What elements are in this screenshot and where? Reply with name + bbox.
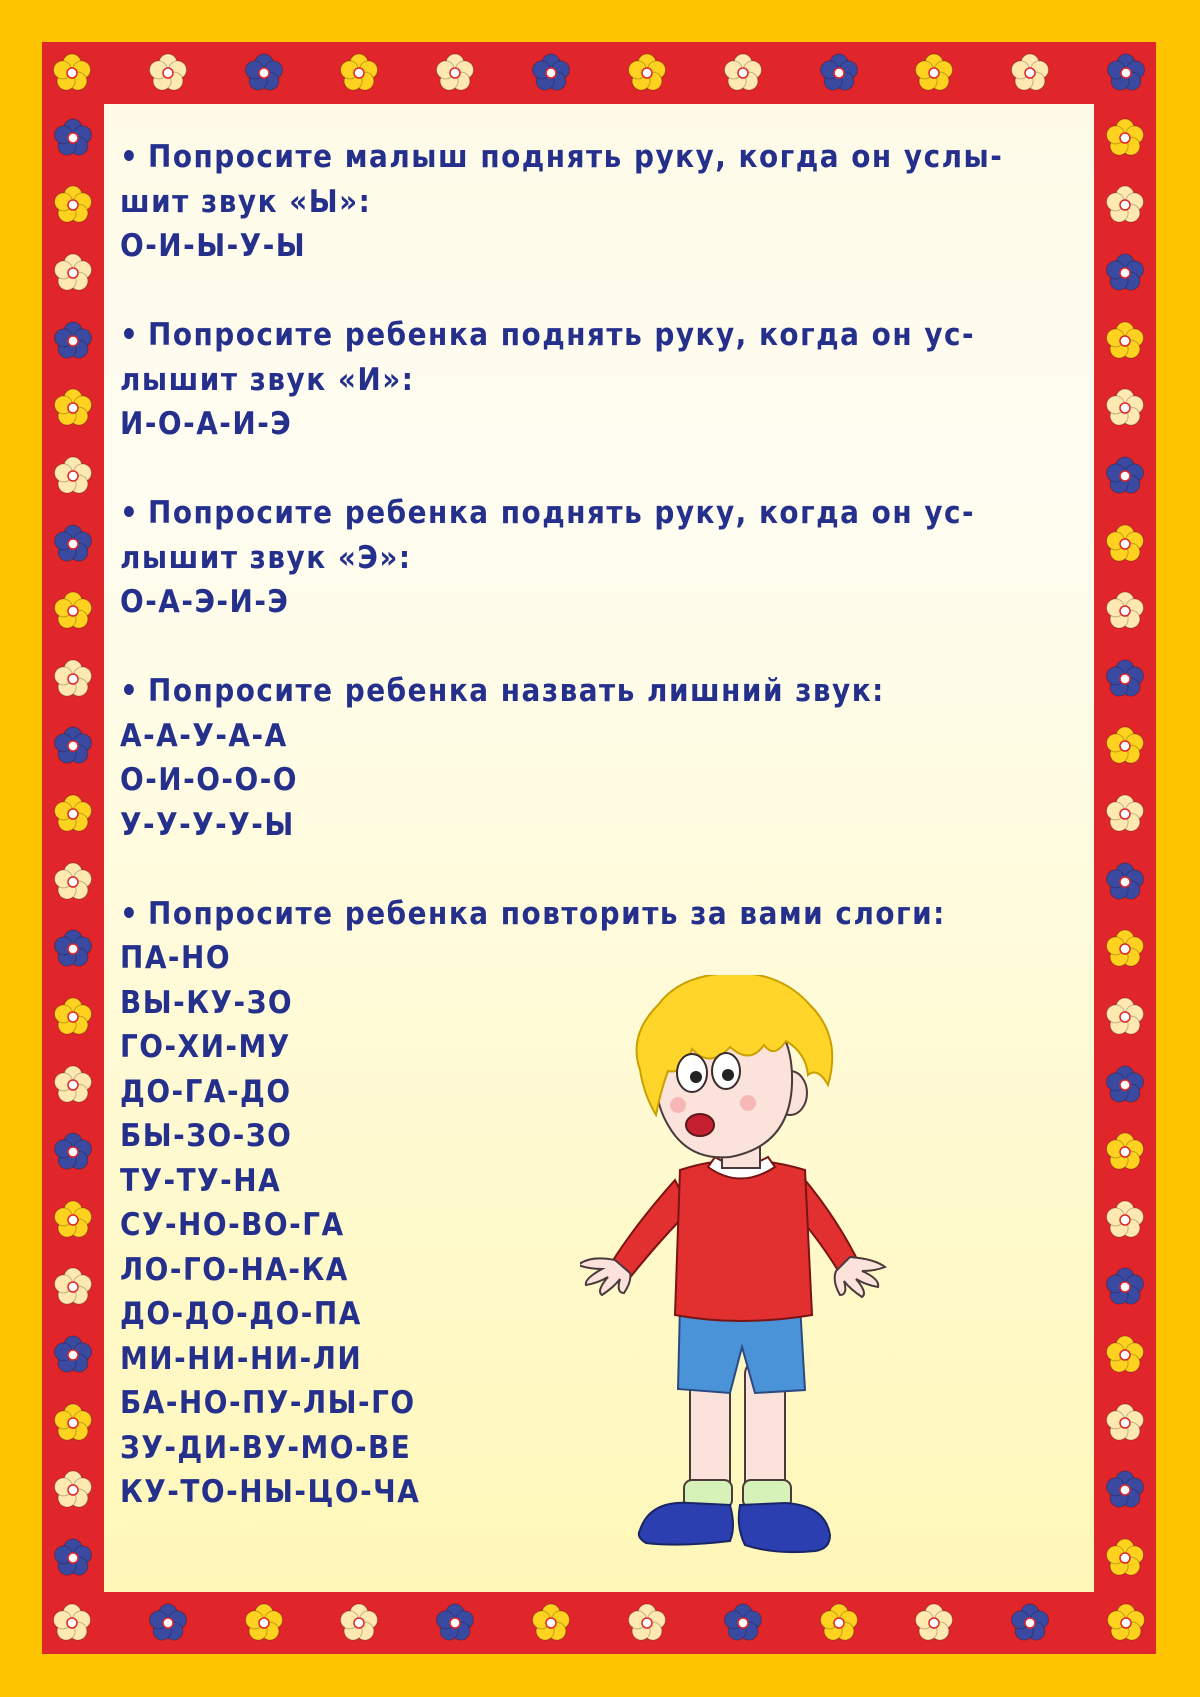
flower-icon — [51, 792, 95, 836]
flower-icon — [51, 589, 95, 633]
flower-icon — [1103, 927, 1147, 971]
flower-icon — [529, 51, 573, 95]
flower-icon — [337, 1601, 381, 1645]
exercise-block — [120, 135, 1080, 269]
flower-icon — [625, 51, 669, 95]
exercise-line: О-И-Ы-У-Ы — [120, 228, 307, 264]
flower-icon — [1103, 860, 1147, 904]
exercise-line: БЫ-ЗО-ЗО — [120, 1118, 293, 1154]
bullet: • — [120, 139, 140, 175]
flower-icon — [1103, 183, 1147, 227]
instruction-text: Попросите ребенка поднять руку, когда он ус- — [148, 317, 976, 353]
frame-border-top — [50, 42, 1148, 104]
flower-icon — [721, 1601, 765, 1645]
exercise-line: О-А-Э-И-Э — [120, 584, 290, 620]
flower-icon — [1103, 1265, 1147, 1309]
flower-icon — [721, 51, 765, 95]
exercise-line: ГО-ХИ-МУ — [120, 1029, 291, 1065]
flower-icon — [1008, 51, 1052, 95]
boy-illustration — [580, 975, 910, 1575]
flower-icon — [1103, 251, 1147, 295]
flower-icon — [146, 1601, 190, 1645]
flower-icon — [1103, 454, 1147, 498]
instruction-text: Попросите ребенка назвать лишний звук: — [148, 673, 885, 709]
flower-icon — [1103, 995, 1147, 1039]
flower-icon — [433, 1601, 477, 1645]
flower-icon — [1103, 1130, 1147, 1174]
flower-icon — [529, 1601, 573, 1645]
exercise-line: лышит звук «И»: — [120, 361, 415, 398]
exercise-line: ТУ-ТУ-НА — [120, 1162, 282, 1199]
flower-icon — [51, 454, 95, 498]
exercise-block — [120, 669, 1080, 847]
flower-icon — [51, 1468, 95, 1512]
exercise-block — [120, 313, 1080, 447]
flower-icon — [51, 386, 95, 430]
flower-icon — [51, 1198, 95, 1242]
flower-icon — [1104, 51, 1148, 95]
flower-icon — [51, 319, 95, 363]
flower-icon — [51, 1536, 95, 1580]
exercise-line: И-О-А-И-Э — [120, 406, 293, 442]
exercise-block — [120, 491, 1080, 625]
flower-icon — [1103, 657, 1147, 701]
flower-icon — [1103, 792, 1147, 836]
exercise-line: СУ-НО-ВО-ГА — [120, 1207, 345, 1243]
instruction-text: Попросите ребенка поднять руку, когда он ус- — [148, 495, 976, 531]
flower-icon — [51, 1063, 95, 1107]
flower-icon — [50, 1601, 94, 1645]
instruction-text: Попросите ребенка повторить за вами слоги: — [148, 895, 946, 932]
flower-icon — [912, 51, 956, 95]
flower-icon — [1103, 1468, 1147, 1512]
flower-icon — [242, 1601, 286, 1645]
exercise-instruction — [120, 491, 1080, 536]
flower-icon — [1103, 724, 1147, 768]
exercise-instruction — [120, 313, 1080, 358]
flower-icon — [817, 51, 861, 95]
flower-icon — [51, 657, 95, 701]
exercise-line: ДО-ГА-ДО — [120, 1073, 292, 1110]
bullet: • — [120, 495, 140, 531]
exercise-line: КУ-ТО-НЫ-ЦО-ЧА — [120, 1474, 421, 1510]
exercise-line: МИ-НИ-НИ-ЛИ — [120, 1340, 363, 1377]
flower-icon — [1103, 386, 1147, 430]
flower-icon — [51, 116, 95, 160]
exercise-instruction — [120, 892, 1080, 937]
flower-icon — [51, 1130, 95, 1174]
flower-icon — [817, 1601, 861, 1645]
flower-icon — [1103, 1063, 1147, 1107]
exercise-line: ЛО-ГО-НА-КА — [120, 1251, 349, 1288]
flower-icon — [51, 860, 95, 904]
exercise-instruction — [120, 669, 1080, 714]
instruction-text: Попросите малыш поднять руку, когда он услы- — [148, 139, 1004, 175]
flower-icon — [625, 1601, 669, 1645]
flower-icon — [51, 183, 95, 227]
flower-icon — [433, 51, 477, 95]
flower-icon — [1103, 1333, 1147, 1377]
exercise-line: У-У-У-У-Ы — [120, 806, 295, 843]
exercise-line: А-А-У-А-А — [120, 717, 288, 754]
exercise-line: ПА-НО — [120, 940, 232, 976]
flower-icon — [51, 995, 95, 1039]
exercise-line: ДО-ДО-ДО-ПА — [120, 1296, 362, 1332]
frame-border-bottom — [50, 1592, 1148, 1654]
flower-icon — [51, 1333, 95, 1377]
flower-icon — [242, 51, 286, 95]
flower-icon — [1103, 1536, 1147, 1580]
flower-icon — [51, 1265, 95, 1309]
exercise-line: БА-НО-ПУ-ЛЫ-ГО — [120, 1385, 416, 1421]
flower-icon — [51, 522, 95, 566]
bullet: • — [120, 673, 140, 709]
flower-icon — [1103, 522, 1147, 566]
flower-icon — [51, 251, 95, 295]
frame-border-left — [42, 104, 104, 1592]
flower-icon — [51, 724, 95, 768]
flower-icon — [1103, 1198, 1147, 1242]
flower-icon — [51, 1401, 95, 1445]
exercise-line: ВЫ-КУ-ЗО — [120, 984, 294, 1021]
flower-icon — [1103, 116, 1147, 160]
exercise-line: ЗУ-ДИ-ВУ-МО-ВЕ — [120, 1429, 412, 1466]
flower-icon — [1008, 1601, 1052, 1645]
flower-icon — [146, 51, 190, 95]
flower-icon — [337, 51, 381, 95]
bullet: • — [120, 895, 140, 932]
flower-icon — [1103, 589, 1147, 633]
frame-border-right — [1094, 104, 1156, 1592]
flower-icon — [1104, 1601, 1148, 1645]
exercise-line: О-И-О-О-О — [120, 762, 298, 798]
flower-icon — [1103, 1401, 1147, 1445]
flower-icon — [51, 927, 95, 971]
flower-icon — [912, 1601, 956, 1645]
bullet: • — [120, 317, 140, 353]
flower-icon — [50, 51, 94, 95]
exercise-instruction — [120, 135, 1080, 180]
exercise-line: лышит звук «Э»: — [120, 539, 412, 576]
flower-icon — [1103, 319, 1147, 363]
exercise-line: шит звук «Ы»: — [120, 183, 372, 220]
